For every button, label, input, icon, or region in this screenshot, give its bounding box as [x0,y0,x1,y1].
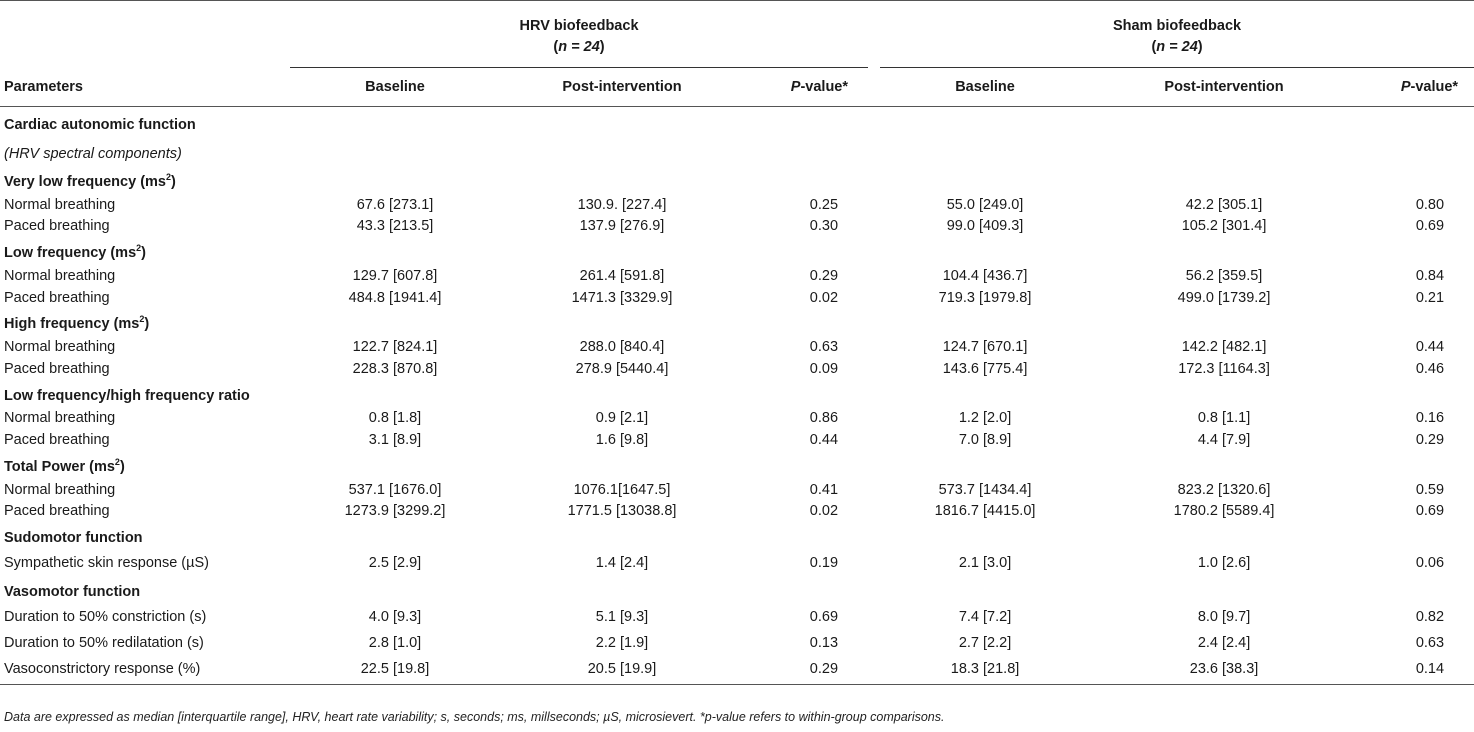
hrv-baseline-cell: 2.8 [1.0] [368,634,422,651]
sham-post-cell: 499.0 [1739.2] [1177,289,1271,306]
section-row [0,237,1474,265]
hrv-post-cell: 1.6 [9.8] [595,431,649,448]
section-row [0,380,1474,408]
hrv-pvalue-cell: 0.63 [809,339,839,356]
hrv-post-cell: 1076.1[1647.5] [573,481,671,498]
hrv-pvalue-cell: 0.86 [809,410,839,427]
superscript: 2 [165,172,171,183]
sham-post-cell: 105.2 [301.4] [1181,218,1267,235]
hrv-baseline-cell: 484.8 [1941.4] [348,289,442,306]
blank-cell [868,336,880,358]
row-label: Normal breathing [4,267,116,284]
table-row [0,216,1474,238]
section-vlf [0,166,1474,194]
table-row [0,287,1474,309]
hrv-post-cell: 130.9. [227.4] [577,196,667,213]
row-label: Normal breathing [4,339,116,356]
hrv-baseline-cell: 67.6 [273.1] [356,196,434,213]
blank-cell [0,1,290,68]
hrv-pvalue-cell: 0.41 [809,481,839,498]
col-header-hrv-pvalue [744,68,868,107]
blank-cell [868,429,880,451]
row-label: Vasoconstrictory response (%) [0,656,290,685]
blank-cell [868,1,880,68]
sham-post-cell: 56.2 [359.5] [1185,267,1263,284]
section-lf [0,237,1474,265]
sham-pvalue-cell: 0.21 [1415,289,1445,306]
superscript: 2 [136,243,142,254]
table-row [0,630,1474,656]
table-row [0,194,1474,216]
sham-pvalue-cell: 0.29 [1415,431,1445,448]
row-label: Normal breathing [4,196,116,213]
pvalue-p: P [790,79,801,95]
superscript: 2 [114,456,120,467]
blank-cell [868,604,880,630]
sham-post-cell: 0.8 [1.1] [1197,410,1251,427]
sham-post-cell: 172.3 [1164.3] [1178,360,1270,377]
sham-pvalue-cell: 0.82 [1415,608,1445,625]
hrv-post-cell: 261.4 [591.8] [579,267,665,284]
group-hrv-n-label: n = 24 [558,39,600,55]
hrv-pvalue-cell: 0.29 [744,656,868,685]
blank-cell [868,216,880,238]
superscript: 2 [139,314,145,325]
blank-cell [868,630,880,656]
hrv-pvalue-cell: 0.02 [809,289,839,306]
table-row [0,358,1474,380]
sham-post-cell: 8.0 [9.7] [1197,608,1251,625]
sham-baseline-cell: 55.0 [249.0] [946,196,1024,213]
row-label: Paced breathing [4,503,110,520]
table-row [0,550,1474,576]
sham-post-cell: 1780.2 [5589.4] [1173,503,1275,520]
hrv-post-cell: 278.9 [5440.4] [575,360,669,377]
sham-baseline-cell: 143.6 [775.4] [942,360,1028,377]
row-label: Normal breathing [4,481,116,498]
hrv-post-cell: 2.2 [1.9] [595,634,649,651]
sham-pvalue-cell: 0.63 [1415,634,1445,651]
section-ratio: Low frequency/high frequency ratio [4,387,250,404]
section-row [0,107,1474,139]
hrv-post-cell: 20.5 [19.9] [500,656,744,685]
hrv-post-cell: 1771.5 [13038.8] [567,503,677,520]
hrv-baseline-cell: 122.7 [824.1] [352,339,438,356]
hrv-post-cell: 288.0 [840.4] [579,339,665,356]
col-header-hrv-post: Post-intervention [562,79,682,95]
close-paren: ) [119,458,125,475]
hrv-pvalue-cell: 0.13 [809,634,839,651]
col-header-parameters: Parameters [4,79,83,95]
blank-cell [868,656,880,685]
section-sudomotor: Sudomotor function [4,529,143,546]
blank-cell [868,408,880,430]
sham-post-cell: 42.2 [305.1] [1185,196,1263,213]
section-row [0,576,1474,604]
hrv-post-cell: 137.9 [276.9] [579,218,665,235]
table-row [0,479,1474,501]
row-label: Duration to 50% constriction (s) [4,608,207,625]
group-hrv-title: HRV biofeedback [519,18,639,34]
section-vasomotor: Vasomotor function [4,583,141,600]
sham-post-cell: 142.2 [482.1] [1181,339,1267,356]
table-row [0,429,1474,451]
sham-baseline-cell: 104.4 [436.7] [942,267,1028,284]
hrv-baseline-cell: 4.0 [9.3] [368,608,422,625]
col-header-sham-pvalue [1358,68,1474,107]
hrv-baseline-cell: 22.5 [19.8] [290,656,500,685]
table-row [0,604,1474,630]
blank-cell [868,194,880,216]
sham-pvalue-cell: 0.84 [1415,267,1445,284]
hrv-baseline-cell: 0.8 [1.8] [368,410,422,427]
hrv-post-cell: 1471.3 [3329.9] [571,289,673,306]
row-label: Paced breathing [4,289,110,306]
group-hrv-header [290,1,868,68]
hrv-baseline-cell: 129.7 [607.8] [352,267,438,284]
row-label: Paced breathing [4,218,110,235]
hrv-pvalue-cell: 0.02 [809,503,839,520]
hrv-baseline-cell: 537.1 [1676.0] [348,481,442,498]
footnote: Data are expressed as median [interquartile range], HRV, heart rate variability; s, seconds; ms, millseconds; µS, microsievert. *p-value refers to within-group comparisons. [4,710,945,724]
close-paren: ) [144,316,150,333]
sham-baseline-cell: 124.7 [670.1] [942,339,1028,356]
sham-pvalue-cell: 0.14 [1358,656,1474,685]
pvalue-rest: -value* [800,79,849,95]
hrv-baseline-cell: 2.5 [2.9] [368,554,422,571]
section-tp-label: Total Power (ms [4,458,115,475]
table-row [0,656,1474,685]
blank-cell [868,265,880,287]
sham-pvalue-cell: 0.80 [1415,196,1445,213]
sham-pvalue-cell: 0.06 [1415,554,1445,571]
sham-baseline-cell: 573.7 [1434.4] [938,481,1032,498]
hrv-baseline-cell: 1273.9 [3299.2] [344,503,446,520]
row-label: Duration to 50% redilatation (s) [4,634,204,651]
sham-post-cell: 23.6 [38.3] [1090,656,1358,685]
sham-pvalue-cell: 0.69 [1415,218,1445,235]
section-row [0,308,1474,336]
sham-baseline-cell: 2.1 [3.0] [958,554,1012,571]
table-row [0,500,1474,522]
col-header-hrv-baseline: Baseline [365,79,425,95]
blank-cell [868,287,880,309]
group-header-row [0,1,1474,68]
hrv-baseline-cell: 3.1 [8.9] [368,431,422,448]
blank-cell [868,550,880,576]
section-hf-label: High frequency (ms [4,316,140,333]
blank-cell [868,479,880,501]
blank-cell [868,358,880,380]
row-label: Normal breathing [4,410,116,427]
sham-baseline-cell: 99.0 [409.3] [946,218,1024,235]
hrv-pvalue-cell: 0.19 [809,554,839,571]
hrv-pvalue-cell: 0.44 [809,431,839,448]
col-header-sham-baseline: Baseline [955,79,1015,95]
close-paren: ) [141,245,146,262]
close-paren: ) [171,174,176,190]
sham-baseline-cell: 7.4 [7.2] [958,608,1012,625]
sham-baseline-cell: 719.3 [1979.8] [938,289,1032,306]
hrv-baseline-cell: 43.3 [213.5] [356,218,434,235]
hrv-pvalue-cell: 0.30 [809,218,839,235]
pvalue-p: P [1400,79,1411,95]
hrv-pvalue-cell: 0.29 [809,267,839,284]
section-row [0,166,1474,194]
hrv-post-cell: 0.9 [2.1] [595,410,649,427]
sham-post-cell: 1.0 [2.6] [1197,554,1251,571]
blank-cell [868,500,880,522]
table-row [0,265,1474,287]
section-lf-label: Low frequency (ms [4,245,137,262]
group-sham-n-label: n = 24 [1156,39,1198,55]
hrv-post-cell: 1.4 [2.4] [595,554,649,571]
table-row [0,336,1474,358]
section-row [0,451,1474,479]
hrv-pvalue-cell: 0.25 [809,196,839,213]
group-sham-header [880,1,1474,68]
col-header-sham-post: Post-intervention [1164,79,1284,95]
section-cardiac: Cardiac autonomic function [4,116,196,133]
hrv-pvalue-cell: 0.09 [809,360,839,377]
sham-post-cell: 823.2 [1320.6] [1177,481,1271,498]
section-row [0,522,1474,550]
section-cardiac-sub: (HRV spectral components) [4,146,182,162]
hrv-pvalue-cell: 0.69 [809,608,839,625]
row-label: Paced breathing [4,360,110,377]
sham-baseline-cell: 1816.7 [4415.0] [934,503,1036,520]
sham-baseline-cell: 2.7 [2.2] [958,634,1012,651]
blank-cell [868,68,880,107]
row-label: Paced breathing [4,431,110,448]
hrv-baseline-cell: 228.3 [870.8] [352,360,438,377]
section-hf [0,308,1474,336]
sham-baseline-cell: 18.3 [21.8] [880,656,1090,685]
group-sham-title: Sham biofeedback [1112,18,1242,34]
section-vlf-label: Very low frequency (ms [4,174,166,190]
sham-pvalue-cell: 0.69 [1415,503,1445,520]
group-sham-n: (n = 24) [1151,39,1203,55]
group-hrv-n: (n = 24) [553,39,605,55]
sham-post-cell: 2.4 [2.4] [1197,634,1251,651]
sham-pvalue-cell: 0.59 [1415,481,1445,498]
column-header-row [0,68,1474,107]
section-tp [0,451,1474,479]
sham-pvalue-cell: 0.46 [1415,360,1445,377]
sham-baseline-cell: 1.2 [2.0] [958,410,1012,427]
sham-pvalue-cell: 0.44 [1415,339,1445,356]
hrv-post-cell: 5.1 [9.3] [595,608,649,625]
pvalue-rest: -value* [1410,79,1459,95]
row-label: Sympathetic skin response (µS) [4,554,209,571]
table-row [0,408,1474,430]
sham-post-cell: 4.4 [7.9] [1197,431,1251,448]
sham-baseline-cell: 7.0 [8.9] [958,431,1012,448]
section-row [0,138,1474,166]
sham-pvalue-cell: 0.16 [1415,410,1445,427]
